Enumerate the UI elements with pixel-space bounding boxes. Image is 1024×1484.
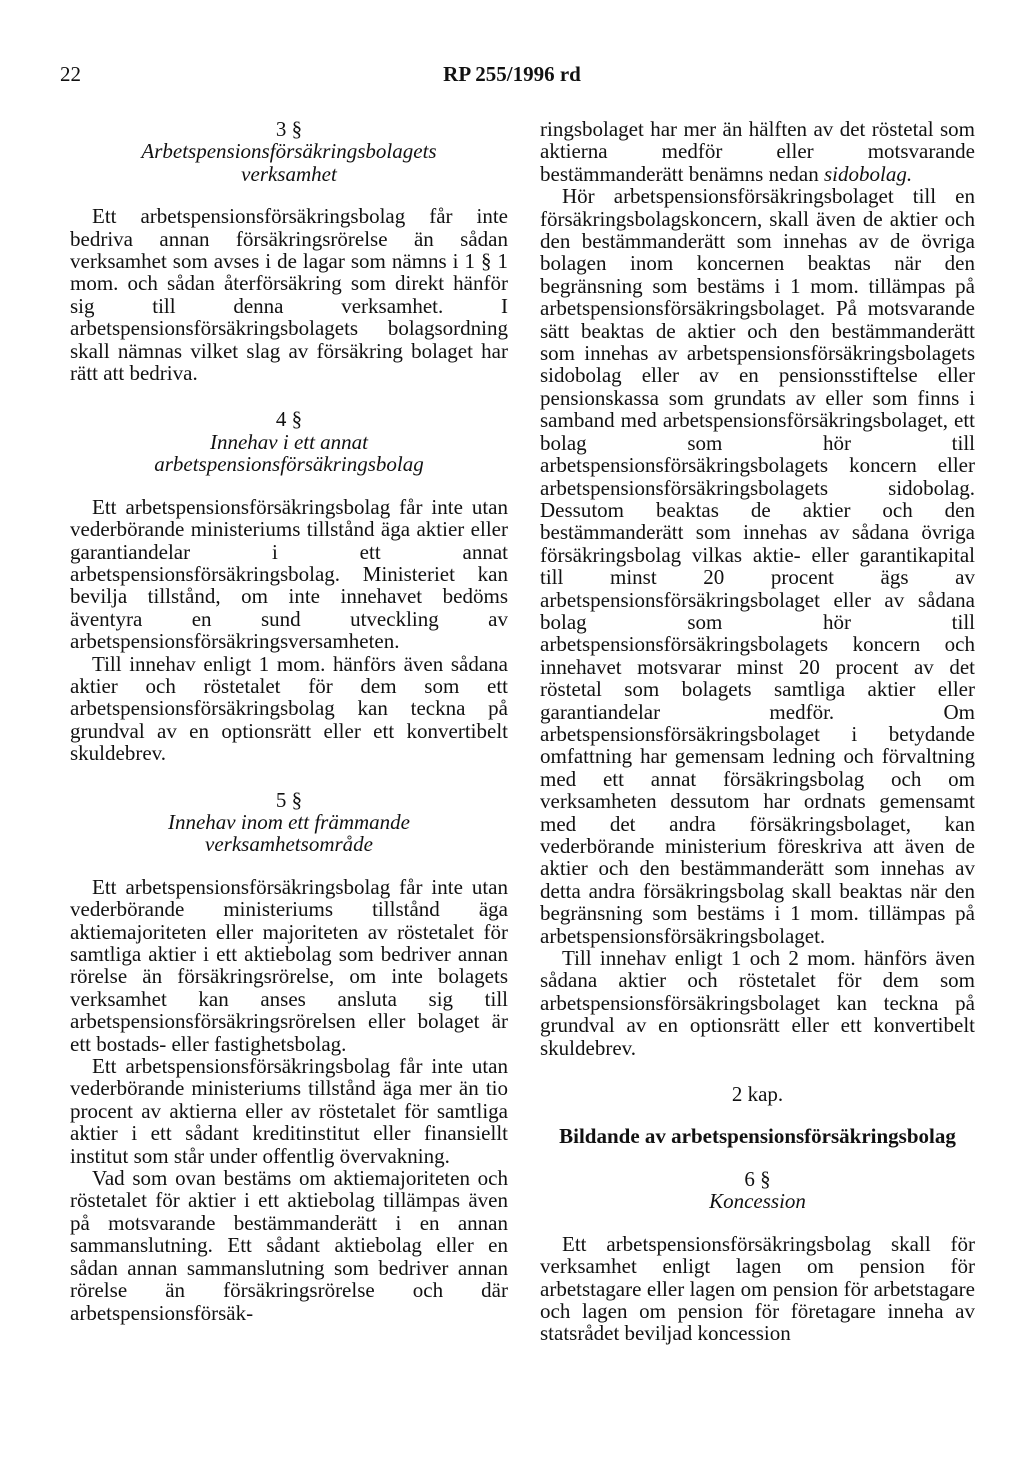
continued-paragraph-text: ringsbolaget har mer än hälften av det röstetal som aktierna medför eller motsvarande bestämmanderätt benämns nedan bbox=[540, 117, 975, 186]
section-3-title-line1: Arbetspensionsförsäkringsbolagets bbox=[141, 139, 437, 164]
section-4-title-line1: Innehav i ett annat bbox=[209, 429, 369, 454]
section-3-paragraph-1: Ett arbetspensionsförsäkringsbolag får inte bedriva annan försäkringsrörelse än sådan verksamhet som avses i de lagar som nämns i 1 § 1 mom. och sådan återförsäkring som direkt hänför sig till denna verksamhet. I arbetspensionsförsäkringsbolagets bolagsordning skall nämnas vilket slag av försäkring bolaget har rätt att bedriva. bbox=[70, 204, 508, 386]
sidobolag-term: sidobolag. bbox=[823, 161, 913, 186]
section-6-paragraph-1: Ett arbetspensionsförsäkringsbolag skall för verksamhet enligt lagen om pension för arbetstagare eller lagen om pension för arbetstagare och lagen om pension för företagare inneha av statsrådet beviljad koncession bbox=[540, 1231, 975, 1346]
chapter-title: Bildande av arbetspensionsförsäkringsbolag bbox=[559, 1124, 956, 1149]
left-column bbox=[70, 118, 508, 1324]
section-5-paragraph-3: Vad som ovan bestäms om aktiemajoriteten och röstetalet för aktier i ett aktiebolag tillämpas även på motsvarande bestämmanderätt i en annan sammanslutning. Ett sådant aktiebolag eller en sådan annan sammanslutning som bedriver annan rörelse än försäkringsrörelse och där arbetspensionsförsäk- bbox=[70, 1166, 508, 1325]
section-4-title-line2: arbetspensionsförsäkringsbolag bbox=[154, 452, 424, 477]
section-5-number: 5 § bbox=[275, 787, 303, 812]
section-6-title: Koncession bbox=[709, 1189, 806, 1214]
section-3-number: 3 § bbox=[275, 117, 303, 141]
section-3-title-line2: verksamhet bbox=[241, 161, 337, 186]
document-id: RP 255/1996 rd bbox=[443, 62, 581, 86]
section-4-paragraph-1: Ett arbetspensionsförsäkringsbolag får inte utan vederbörande ministeriums tillstånd äga aktier eller garantiandelar i ett annat arbetspensionsförsäkringsbolag. Ministeriet kan bevilja tillstånd, om inte innehavet bedöms äventyra en sund utveckling av arbetspensionsförsäkringsversamheten. bbox=[70, 494, 508, 654]
section-5-paragraph-4: Hör arbetspensionsförsäkringsbolaget till en försäkringsbolagskoncern, skall även de aktier och den bestämmanderätt som innehas av de övriga bolagen inom koncernen beaktas när den begränsning som bestäms i 1 mom. tillämpas på arbetspensionsförsäkringsbolaget. På motsvarande sätt beaktas de aktier och den bestämmanderätt som innehas av arbetspensionsförsäkringsbolagets sidobolag eller av en pensionsstiftelse eller pensionskassa som grundats av eller som finns i samband med arbetspensionsförsäkringsbolaget, ett bolag som hör till arbetspensionsförsäkringsbolagets koncern eller arbetspensionsförsäkringsbolagets sidobolag. Dessutom beaktas de aktier och den bestämmanderätt som innehas av sådana övriga försäkringsbolag vilkas aktie- eller garantikapital till minst 20 procent ägs av arbetspensionsförsäkringsbolaget eller av sådana bolag som hör till arbetspensionsförsäkringsbolagets koncern och innehavet motsvarar minst 20 procent av det röstetal som bolagets samtliga aktier eller garantiandelar medför. Om arbetspensionsförsäkringsbolaget i betydande omfattning har gemensam ledning och förvaltning med ett annat försäkringsbolag och om verksamheten dessutom har ordnats gemensamt med det andra försäkringsbolaget, kan vederbörande ministerium föreskriva att även de aktier och den bestämmanderätt som innehas av detta andra försäkringsbolag skall beaktas när den begränsning som bestäms i 1 mom. tillämpas på arbetspensionsförsäkringsbolaget. bbox=[540, 184, 975, 948]
page-number: 22 bbox=[60, 62, 81, 86]
page-header bbox=[0, 62, 1024, 92]
section-4-paragraph-2: Till innehav enligt 1 mom. hänförs även sådana aktier och röstetalet för dem som ett arbetspensionsförsäkringsbolag kan teckna på grundval av en optionsrätt eller ett konvertibelt skuldebrev. bbox=[70, 651, 508, 766]
section-5-title-line1: Innehav inom ett främmande bbox=[167, 809, 411, 834]
right-column bbox=[540, 118, 975, 1345]
section-5-title-line2: verksamhetsområde bbox=[205, 832, 373, 857]
section-4-number: 4 § bbox=[275, 407, 303, 432]
continued-paragraph bbox=[540, 118, 975, 185]
chapter-number: 2 kap. bbox=[731, 1082, 784, 1107]
section-5-paragraph-2: Ett arbetspensionsförsäkringsbolag får inte utan vederbörande ministeriums tillstånd äga mer än tio procent av aktierna eller av röstetalet för samtliga aktier i ett sådant kreditinstitut eller finansiellt institut som står under offentlig övervakning. bbox=[70, 1054, 508, 1168]
section-5-paragraph-1: Ett arbetspensionsförsäkringsbolag får inte utan vederbörande ministeriums tillstånd äga aktiemajoriteten eller majoriteten av röstetalet för samtliga aktier i ett aktiebolag som bedriver annan rörelse än försäkringsrörelse, om inte bolagets verksamhet kan anses ansluta sig till arbetspensionsförsäkringsrörelsen eller bolaget är ett bostads- eller fastighetsbolag. bbox=[70, 874, 508, 1056]
section-5-paragraph-5: Till innehav enligt 1 och 2 mom. hänförs även sådana aktier och röstetalet för dem som arbetspensionsförsäkringsbolaget kan teckna på grundval av en optionsrätt eller ett konvertibelt skuldebrev. bbox=[540, 946, 975, 1060]
section-6-number: 6 § bbox=[744, 1166, 771, 1191]
